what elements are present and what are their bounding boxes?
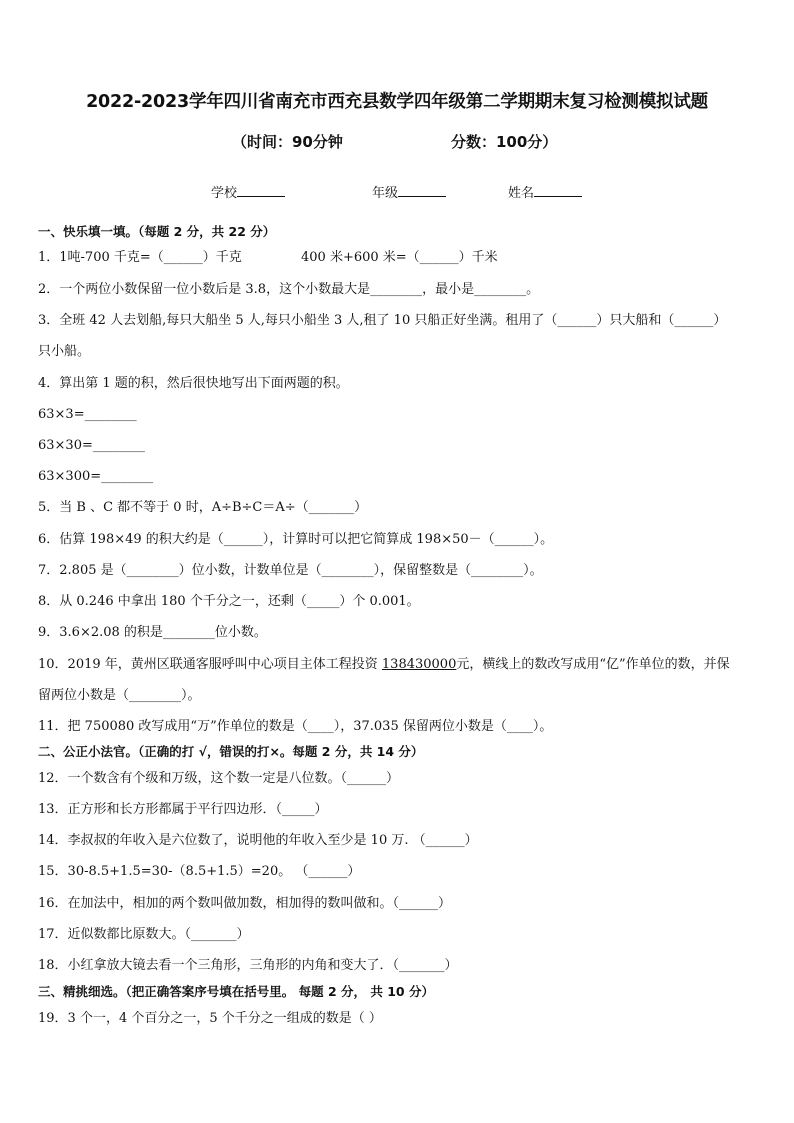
question-10-line2: 留两位小数是（________）。 bbox=[38, 688, 201, 703]
question-16: 16．在加法中，相加的两个数叫做加数，相加得的数叫做和。（______） bbox=[38, 896, 452, 911]
question-1b: 400 米+600 米=（______）千米 bbox=[301, 250, 498, 265]
question-18: 18．小红拿放大镜去看一个三角形，三角形的内角和变大了．（_______） bbox=[38, 958, 458, 973]
section-2-heading: 二、公正小法官。（正确的打 √，错误的打×。每题 2 分，共 14 分） bbox=[38, 744, 424, 759]
school-field bbox=[211, 182, 285, 201]
question-19: 19．3 个一，4 个百分之一，5 个千分之一组成的数是（ ） bbox=[38, 1011, 382, 1026]
question-6: 6．估算 198×49 的积大约是（______），计算时可以把它简算成 198×50－（______）。 bbox=[38, 532, 554, 547]
question-10-line1 bbox=[38, 656, 754, 674]
question-3-line2: 只小船。 bbox=[38, 344, 91, 359]
question-13: 13．正方形和长方形都属于平行四边形．（_____） bbox=[38, 802, 328, 817]
name-field bbox=[508, 182, 582, 201]
question-9: 9．3.6×2.08 的积是________位小数。 bbox=[38, 625, 267, 640]
question-4-b: 63×30=________ bbox=[38, 438, 145, 453]
question-11: 11．把 750080 改写成用“万”作单位的数是（____），37.035 保留两位小数是（____）。 bbox=[38, 719, 553, 734]
question-5: 5．当 B 、C 都不等于 0 时，A÷B÷C＝A÷（_______） bbox=[38, 500, 368, 515]
exam-score: 分数：100分） bbox=[451, 133, 558, 151]
school-blank bbox=[237, 184, 285, 197]
question-8: 8．从 0.246 中拿出 180 个千分之一，还剩（_____）个 0.001。 bbox=[38, 594, 420, 609]
question-17: 17．近似数都比原数大。（_______） bbox=[38, 927, 250, 942]
school-label: 学校 bbox=[211, 186, 238, 201]
question-4-c: 63×300=________ bbox=[38, 469, 154, 484]
exam-time: （时间：90分钟 bbox=[232, 133, 343, 151]
grade-field bbox=[372, 182, 446, 201]
name-label: 姓名 bbox=[508, 186, 535, 201]
question-7: 7．2.805 是（________）位小数，计数单位是（________），保留整数是（________）。 bbox=[38, 563, 543, 578]
question-10-prefix: 10．2019 年，黄州区联通客服呼叫中心项目主体工程投资 bbox=[38, 657, 382, 672]
section-3-heading: 三、精挑细选。（把正确答案序号填在括号里。 每题 2 分， 共 10 分） bbox=[38, 984, 434, 999]
section-1-heading: 一、快乐填一填。（每题 2 分，共 22 分） bbox=[38, 224, 276, 239]
question-1a: 1．1吨-700 千克=（______）千克 bbox=[38, 250, 242, 265]
question-10-underlined-number: 138430000 bbox=[381, 657, 457, 672]
grade-label: 年级 bbox=[372, 186, 399, 201]
question-2: 2．一个两位小数保留一位小数后是 3.8，这个小数最大是________，最小是________。 bbox=[38, 282, 540, 297]
question-15: 15．30-8.5+1.5=30-（8.5+1.5）=20。 （______） bbox=[38, 864, 361, 879]
page-title: 2022-2023学年四川省南充市西充县数学四年级第二学期期末复习检测模拟试题 bbox=[86, 92, 708, 112]
grade-blank bbox=[398, 184, 446, 197]
question-12: 12．一个数含有个级和万级，这个数一定是八位数。（______） bbox=[38, 771, 400, 786]
question-4: 4．算出第 1 题的积，然后很快地写出下面两题的积。 bbox=[38, 376, 349, 391]
question-3-line1: 3．全班 42 人去划船,每只大船坐 5 人,每只小船坐 3 人,租了 10 只船正好坐满。租用了（______）只大船和（______） bbox=[38, 313, 727, 328]
question-10-suffix: 元，横线上的数改写成用“亿”作单位的数，并保 bbox=[456, 657, 730, 672]
question-14: 14．李叔叔的年收入是六位数了，说明他的年收入至少是 10 万. （______） bbox=[38, 833, 478, 848]
name-blank bbox=[534, 184, 582, 197]
question-4-a: 63×3=________ bbox=[38, 407, 137, 422]
